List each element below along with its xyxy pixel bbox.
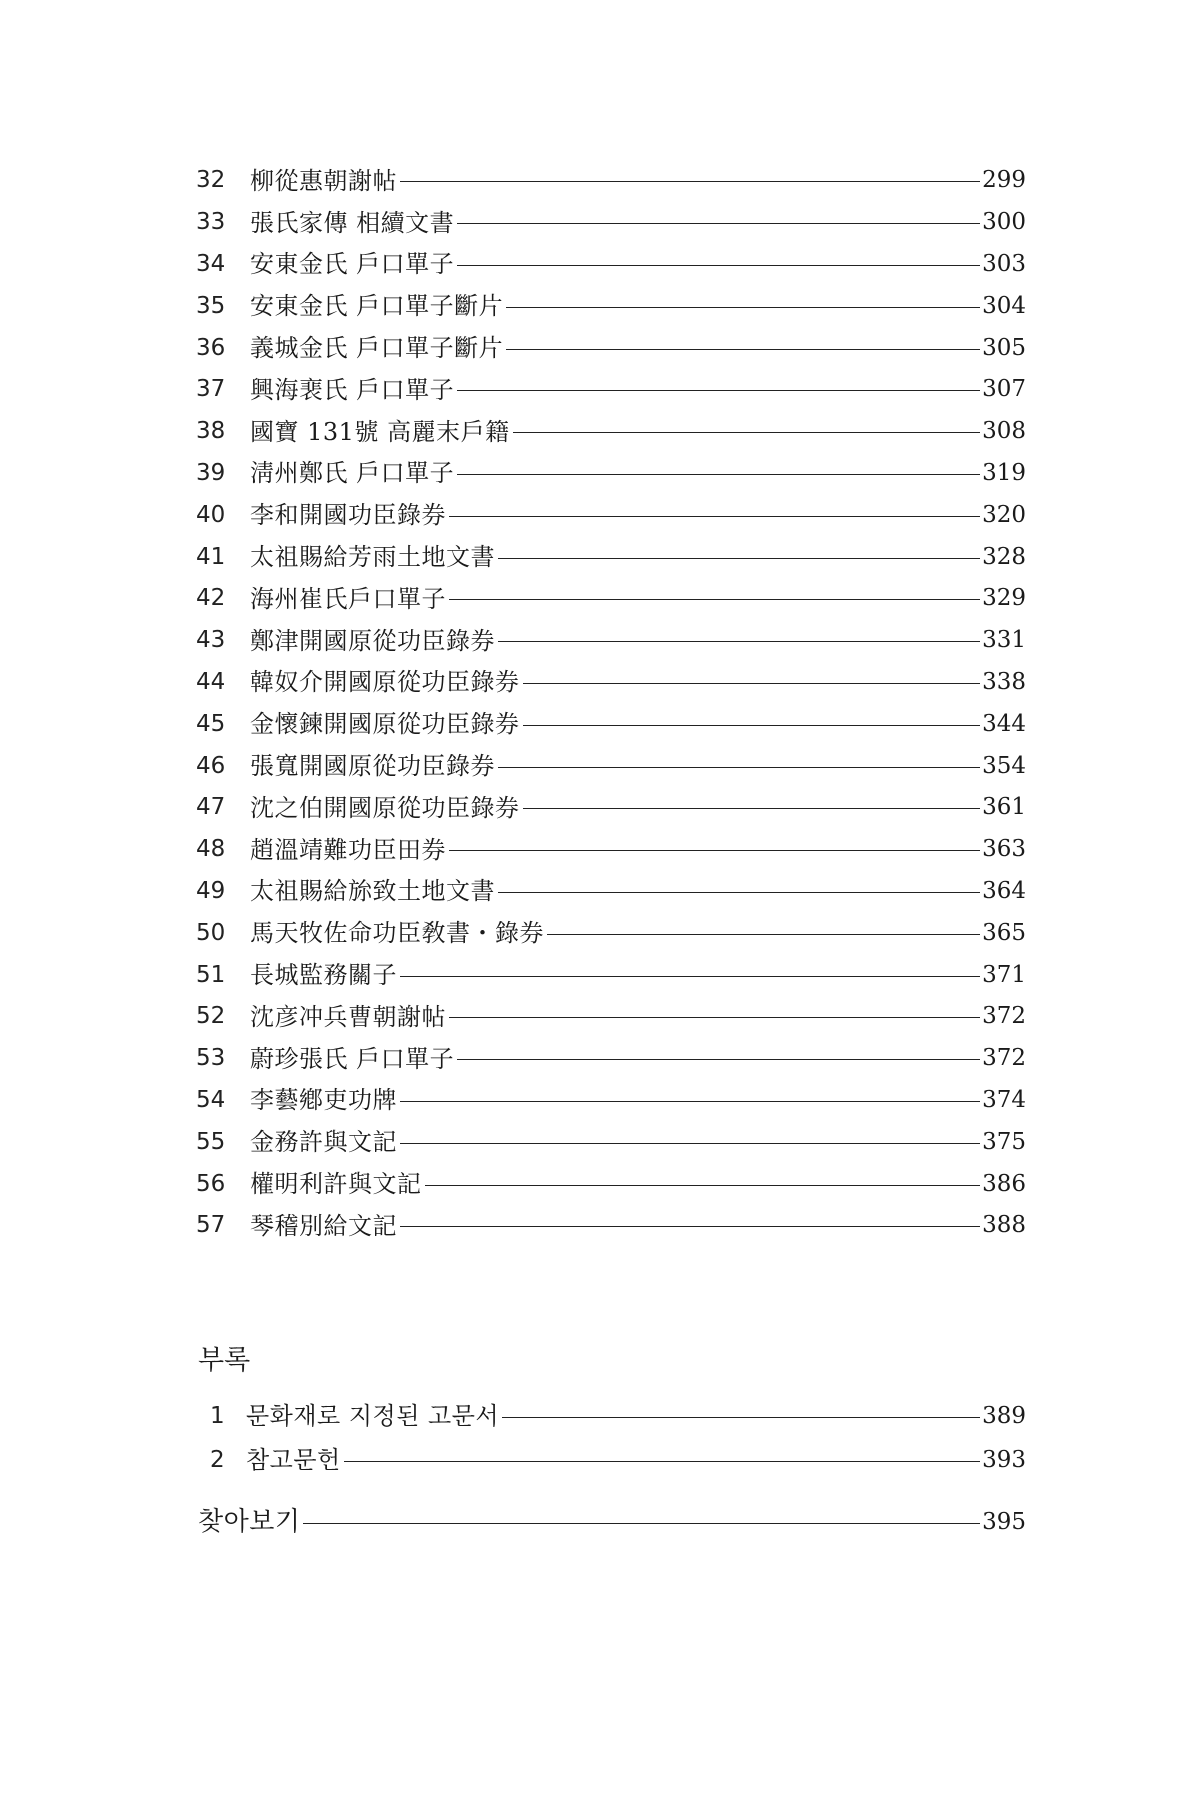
toc-row	[196, 620, 1026, 662]
toc-row	[196, 1163, 1026, 1205]
toc-row	[196, 160, 1026, 202]
entry-title: 興海裵氏 戶口單子	[250, 375, 455, 404]
leader-line	[449, 850, 980, 851]
entry-page-number: 304	[982, 292, 1026, 319]
entry-number: 44	[196, 668, 226, 695]
toc-row	[196, 662, 1026, 704]
leader-line	[457, 223, 980, 224]
entry-number: 43	[196, 627, 226, 654]
toc-row	[196, 1080, 1026, 1122]
leader-line	[457, 390, 980, 391]
entry-number: 52	[196, 1003, 226, 1030]
entry-page-number: 328	[982, 543, 1026, 570]
entry-page-number: 372	[982, 1003, 1026, 1030]
toc-row	[196, 745, 1026, 787]
entry-number: 40	[196, 501, 226, 528]
entry-number: 38	[196, 418, 226, 445]
entry-page-number: 338	[982, 668, 1026, 695]
toc-row	[196, 996, 1026, 1038]
entry-title: 金懷鍊開國原從功臣錄券	[250, 710, 520, 739]
entry-page-number: 299	[982, 167, 1026, 194]
entry-title: 海州崔氏戶口單子	[250, 584, 446, 613]
leader-line	[425, 1185, 981, 1186]
entry-number: 35	[196, 292, 226, 319]
entry-title: 蔚珍張氏 戶口單子	[250, 1044, 455, 1073]
toc-row	[196, 369, 1026, 411]
appendix-list	[196, 1394, 1026, 1482]
toc-row	[196, 1438, 1026, 1482]
leader-line	[344, 1461, 980, 1462]
entry-page-number: 305	[982, 334, 1026, 361]
entry-page-number: 308	[982, 418, 1026, 445]
entry-page-number: 375	[982, 1128, 1026, 1155]
leader-line	[498, 641, 980, 642]
leader-line	[400, 976, 980, 977]
entry-title: 참고문헌	[246, 1446, 341, 1474]
toc-row	[196, 453, 1026, 495]
appendix-heading: 부록	[198, 1345, 251, 1376]
toc-row	[196, 954, 1026, 996]
entry-title: 太祖賜給旀致土地文書	[250, 877, 495, 906]
toc-row	[196, 912, 1026, 954]
entry-number: 37	[196, 376, 226, 403]
entry-number: 51	[196, 961, 226, 988]
entry-number: 34	[196, 250, 226, 277]
entry-title: 權明利許與文記	[250, 1170, 422, 1199]
entry-title: 張氏家傳 相續文書	[250, 208, 455, 237]
toc-row	[196, 703, 1026, 745]
toc-row	[196, 871, 1026, 913]
leader-line	[400, 1101, 980, 1102]
entry-title: 琴稽別給文記	[250, 1211, 397, 1240]
entry-page-number: 331	[982, 627, 1026, 654]
entry-number: 48	[196, 836, 226, 863]
entry-page-number: 344	[982, 710, 1026, 737]
entry-page-number: 365	[982, 919, 1026, 946]
entry-title: 安東金氏 戶口單子斷片	[250, 292, 504, 321]
leader-line	[523, 808, 981, 809]
entry-title: 長城監務關子	[250, 961, 397, 990]
leader-line	[513, 432, 981, 433]
entry-page-number: 354	[982, 752, 1026, 779]
entry-page-number: 361	[982, 794, 1026, 821]
entry-number: 57	[196, 1212, 226, 1239]
entry-number: 41	[196, 543, 226, 570]
entry-title: 馬天牧佐命功臣敎書・錄券	[250, 919, 544, 948]
entry-page-number: 389	[982, 1402, 1026, 1429]
leader-line	[506, 307, 980, 308]
entry-number: 46	[196, 752, 226, 779]
leader-line	[400, 181, 980, 182]
entry-number: 36	[196, 334, 226, 361]
entry-title: 鄭津開國原從功臣錄券	[250, 626, 495, 655]
toc-row	[196, 202, 1026, 244]
entry-page-number: 307	[982, 376, 1026, 403]
entry-title: 趙溫靖難功臣田券	[250, 835, 446, 864]
entry-page-number: 374	[982, 1086, 1026, 1113]
entry-title: 문화재로 지정된 고문서	[246, 1402, 500, 1430]
entry-page-number: 372	[982, 1045, 1026, 1072]
entry-page-number: 300	[982, 209, 1026, 236]
index-page-number: 395	[982, 1508, 1026, 1535]
entry-page-number: 319	[982, 459, 1026, 486]
leader-line	[449, 1017, 980, 1018]
leader-line	[457, 265, 980, 266]
entry-title: 安東金氏 戶口單子	[250, 250, 455, 279]
entry-page-number: 386	[982, 1170, 1026, 1197]
leader-line	[498, 558, 980, 559]
entry-title: 李和開國功臣錄券	[250, 501, 446, 530]
entry-number: 1	[210, 1402, 225, 1429]
entry-title: 義城金氏 戶口單子斷片	[250, 334, 504, 363]
leader-line	[506, 349, 980, 350]
toc-row	[196, 244, 1026, 286]
leader-line	[400, 1143, 980, 1144]
entry-number: 45	[196, 710, 226, 737]
leader-line	[457, 1059, 980, 1060]
entry-number: 55	[196, 1128, 226, 1155]
entry-number: 47	[196, 794, 226, 821]
toc-row	[198, 1500, 1026, 1544]
leader-line	[449, 516, 980, 517]
entry-page-number: 371	[982, 961, 1026, 988]
toc-row	[196, 494, 1026, 536]
leader-line	[400, 1226, 980, 1227]
leader-line	[547, 934, 980, 935]
leader-line	[303, 1523, 980, 1524]
entry-title: 韓奴介開國原從功臣錄券	[250, 668, 520, 697]
entry-title: 太祖賜給芳雨土地文書	[250, 543, 495, 572]
entry-page-number: 364	[982, 877, 1026, 904]
entry-page-number: 388	[982, 1212, 1026, 1239]
index-entry	[198, 1500, 1026, 1544]
entry-number: 42	[196, 585, 226, 612]
toc-row	[196, 1121, 1026, 1163]
entry-page-number: 393	[982, 1446, 1026, 1473]
leader-line	[498, 767, 980, 768]
entry-number: 54	[196, 1086, 226, 1113]
toc-row	[196, 829, 1026, 871]
toc-row	[196, 536, 1026, 578]
toc-row	[196, 1205, 1026, 1247]
entry-title: 李藝鄕吏功牌	[250, 1086, 397, 1115]
leader-line	[457, 474, 980, 475]
entry-page-number: 329	[982, 585, 1026, 612]
toc-list	[196, 160, 1026, 1247]
entry-number: 32	[196, 167, 226, 194]
entry-number: 33	[196, 209, 226, 236]
toc-row	[196, 327, 1026, 369]
entry-title: 張寬開國原從功臣錄券	[250, 752, 495, 781]
toc-row	[196, 411, 1026, 453]
index-title: 찾아보기	[198, 1507, 301, 1537]
leader-line	[523, 683, 981, 684]
leader-line	[498, 892, 980, 893]
entry-number: 39	[196, 459, 226, 486]
entry-number: 53	[196, 1045, 226, 1072]
entry-page-number: 363	[982, 836, 1026, 863]
entry-page-number: 320	[982, 501, 1026, 528]
entry-number: 50	[196, 919, 226, 946]
entry-number: 49	[196, 877, 226, 904]
entry-title: 淸州鄭氏 戶口單子	[250, 459, 455, 488]
entry-title: 國寶 131號 高麗末戶籍	[250, 417, 510, 446]
entry-number: 56	[196, 1170, 226, 1197]
entry-title: 柳從惠朝謝帖	[250, 166, 397, 195]
entry-title: 金務許與文記	[250, 1128, 397, 1157]
entry-number: 2	[210, 1446, 225, 1473]
leader-line	[449, 599, 980, 600]
leader-line	[523, 725, 981, 726]
toc-row	[196, 285, 1026, 327]
entry-title: 沈彦冲兵曹朝謝帖	[250, 1002, 446, 1031]
toc-row	[196, 787, 1026, 829]
leader-line	[502, 1417, 980, 1418]
toc-row	[196, 1038, 1026, 1080]
toc-row	[196, 578, 1026, 620]
entry-title: 沈之伯開國原從功臣錄券	[250, 793, 520, 822]
entry-page-number: 303	[982, 250, 1026, 277]
toc-row	[196, 1394, 1026, 1438]
